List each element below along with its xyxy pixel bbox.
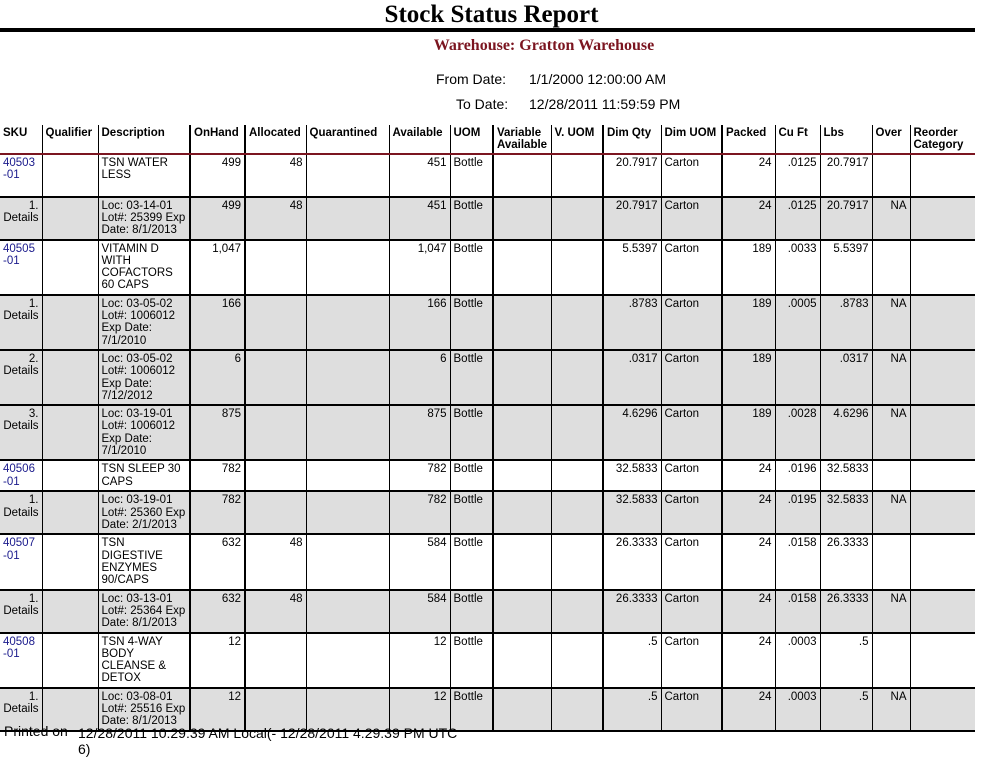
- cell-sku: 1. Details: [0, 295, 42, 350]
- col-header-reorder-category: Reorder Category: [910, 125, 975, 154]
- cell-qualifier: [42, 295, 98, 350]
- cell-lbs: .0317: [820, 350, 872, 405]
- cell-cu-ft: .0033: [775, 240, 820, 295]
- cell-available: 12: [389, 633, 450, 688]
- cell-lbs: 26.3333: [820, 534, 872, 589]
- cell-cu-ft: [775, 350, 820, 405]
- cell-cu-ft: .0005: [775, 295, 820, 350]
- col-header-dim-qty: Dim Qty: [603, 125, 661, 154]
- cell-quarantined: [306, 633, 389, 688]
- cell-v-uom: [551, 154, 603, 197]
- cell-description: TSN SLEEP 30 CAPS: [98, 460, 190, 491]
- table-body: [0, 154, 975, 731]
- cell-lbs: 32.5833: [820, 491, 872, 534]
- cell-description: TSN WATER LESS: [98, 154, 190, 197]
- cell-variable-available: [493, 491, 551, 534]
- cell-uom: Bottle: [450, 460, 493, 491]
- cell-uom: Bottle: [450, 534, 493, 589]
- cell-cu-ft: .0028: [775, 405, 820, 460]
- cell-onhand: 499: [190, 154, 245, 197]
- col-header-allocated: Allocated: [245, 125, 306, 154]
- stock-report-table-container: [0, 125, 975, 732]
- col-header-available: Available: [389, 125, 450, 154]
- table-header-row: [0, 125, 975, 154]
- cell-dim-uom: Carton: [661, 240, 722, 295]
- cell-allocated: [245, 460, 306, 491]
- cell-reorder-category: [910, 405, 975, 460]
- cell-dim-qty: 20.7917: [603, 154, 661, 197]
- cell-available: 166: [389, 295, 450, 350]
- cell-lbs: 32.5833: [820, 460, 872, 491]
- cell-dim-uom: Carton: [661, 633, 722, 688]
- cell-cu-ft: .0196: [775, 460, 820, 491]
- cell-variable-available: [493, 633, 551, 688]
- cell-reorder-category: [910, 154, 975, 197]
- title-rule: [0, 28, 975, 32]
- cell-available: 782: [389, 460, 450, 491]
- cell-quarantined: [306, 240, 389, 295]
- detail-row: [0, 491, 975, 534]
- cell-qualifier: [42, 590, 98, 633]
- cell-dim-qty: 32.5833: [603, 460, 661, 491]
- cell-cu-ft: .0125: [775, 154, 820, 197]
- cell-sku: 1. Details: [0, 688, 42, 731]
- cell-packed: 24: [722, 154, 775, 197]
- cell-dim-uom: Carton: [661, 460, 722, 491]
- cell-over: NA: [872, 688, 910, 731]
- cell-cu-ft: .0158: [775, 590, 820, 633]
- cell-qualifier: [42, 460, 98, 491]
- cell-sku: 1. Details: [0, 197, 42, 240]
- printed-on-value-continued: 6): [78, 741, 91, 757]
- cell-uom: Bottle: [450, 688, 493, 731]
- col-header-variable-available: Variable Available: [493, 125, 551, 154]
- cell-v-uom: [551, 295, 603, 350]
- cell-available: 782: [389, 491, 450, 534]
- cell-uom: Bottle: [450, 295, 493, 350]
- cell-dim-uom: Carton: [661, 534, 722, 589]
- cell-dim-uom: Carton: [661, 295, 722, 350]
- cell-available: 12: [389, 688, 450, 731]
- sku-link[interactable]: 40506-01: [3, 463, 35, 488]
- cell-variable-available: [493, 460, 551, 491]
- cell-sku: 2. Details: [0, 350, 42, 405]
- cell-description: Loc: 03-19-01 Lot#: 25360 Exp Date: 2/1/2013: [98, 491, 190, 534]
- stock-status-table: [0, 125, 975, 732]
- cell-onhand: 12: [190, 633, 245, 688]
- col-header-uom: UOM: [450, 125, 493, 154]
- cell-reorder-category: [910, 633, 975, 688]
- cell-allocated: [245, 350, 306, 405]
- cell-reorder-category: [910, 240, 975, 295]
- cell-description: Loc: 03-14-01 Lot#: 25399 Exp Date: 8/1/2013: [98, 197, 190, 240]
- cell-allocated: 48: [245, 590, 306, 633]
- cell-allocated: [245, 240, 306, 295]
- cell-variable-available: [493, 197, 551, 240]
- cell-uom: Bottle: [450, 240, 493, 295]
- col-header-sku: SKU: [0, 125, 42, 154]
- cell-over: NA: [872, 197, 910, 240]
- cell-onhand: 632: [190, 534, 245, 589]
- printed-on-value: 12/28/2011 10:29:39 AM Local(- 12/28/2011 4:29:39 PM UTC: [78, 725, 458, 741]
- cell-sku: 3. Details: [0, 405, 42, 460]
- cell-qualifier: [42, 240, 98, 295]
- cell-quarantined: [306, 154, 389, 197]
- cell-v-uom: [551, 590, 603, 633]
- cell-v-uom: [551, 240, 603, 295]
- cell-onhand: 1,047: [190, 240, 245, 295]
- cell-onhand: 6: [190, 350, 245, 405]
- cell-allocated: [245, 295, 306, 350]
- cell-qualifier: [42, 197, 98, 240]
- cell-uom: Bottle: [450, 197, 493, 240]
- cell-quarantined: [306, 405, 389, 460]
- col-header-over: Over: [872, 125, 910, 154]
- cell-uom: Bottle: [450, 350, 493, 405]
- cell-quarantined: [306, 295, 389, 350]
- cell-sku: 1. Details: [0, 491, 42, 534]
- cell-cu-ft: .0195: [775, 491, 820, 534]
- from-date-value: 1/1/2000 12:00:00 AM: [529, 71, 666, 87]
- cell-over: [872, 534, 910, 589]
- cell-packed: 24: [722, 491, 775, 534]
- cell-quarantined: [306, 197, 389, 240]
- cell-description: Loc: 03-13-01 Lot#: 25364 Exp Date: 8/1/2013: [98, 590, 190, 633]
- cell-allocated: 48: [245, 534, 306, 589]
- cell-variable-available: [493, 688, 551, 731]
- cell-reorder-category: [910, 534, 975, 589]
- cell-qualifier: [42, 154, 98, 197]
- cell-description: Loc: 03-19-01 Lot#: 1006012 Exp Date: 7/1/2010: [98, 405, 190, 460]
- cell-v-uom: [551, 460, 603, 491]
- cell-uom: Bottle: [450, 590, 493, 633]
- sku-row: [0, 534, 975, 589]
- cell-quarantined: [306, 590, 389, 633]
- cell-onhand: 782: [190, 491, 245, 534]
- cell-lbs: .8783: [820, 295, 872, 350]
- sku-link[interactable]: 40508-01: [3, 635, 35, 660]
- printed-on-label: Printed on: [4, 723, 68, 739]
- cell-allocated: [245, 491, 306, 534]
- detail-row: [0, 350, 975, 405]
- cell-variable-available: [493, 240, 551, 295]
- cell-packed: 24: [722, 460, 775, 491]
- cell-dim-qty: .5: [603, 633, 661, 688]
- cell-packed: 189: [722, 240, 775, 295]
- cell-variable-available: [493, 534, 551, 589]
- cell-v-uom: [551, 491, 603, 534]
- cell-dim-uom: Carton: [661, 154, 722, 197]
- cell-qualifier: [42, 633, 98, 688]
- cell-dim-qty: .0317: [603, 350, 661, 405]
- cell-onhand: 875: [190, 405, 245, 460]
- cell-over: NA: [872, 350, 910, 405]
- cell-dim-uom: Carton: [661, 405, 722, 460]
- cell-over: [872, 240, 910, 295]
- cell-dim-qty: .5: [603, 688, 661, 731]
- cell-available: 584: [389, 590, 450, 633]
- cell-available: 451: [389, 197, 450, 240]
- cell-qualifier: [42, 491, 98, 534]
- cell-cu-ft: .0003: [775, 633, 820, 688]
- detail-row: [0, 197, 975, 240]
- from-date-label: From Date:: [436, 71, 507, 87]
- cell-packed: 24: [722, 633, 775, 688]
- cell-lbs: 20.7917: [820, 154, 872, 197]
- sku-link[interactable]: 40505-01: [3, 242, 35, 267]
- cell-available: 584: [389, 534, 450, 589]
- cell-sku: [0, 154, 42, 197]
- cell-description: Loc: 03-05-02 Lot#: 1006012 Exp Date: 7/1/2010: [98, 295, 190, 350]
- cell-lbs: 5.5397: [820, 240, 872, 295]
- cell-quarantined: [306, 491, 389, 534]
- cell-dim-uom: Carton: [661, 350, 722, 405]
- cell-quarantined: [306, 350, 389, 405]
- report-title: Stock Status Report: [384, 1, 599, 28]
- cell-over: NA: [872, 491, 910, 534]
- cell-uom: Bottle: [450, 491, 493, 534]
- cell-v-uom: [551, 405, 603, 460]
- cell-cu-ft: .0158: [775, 534, 820, 589]
- cell-description: TSN DIGESTIVE ENZYMES 90/CAPS: [98, 534, 190, 589]
- cell-v-uom: [551, 534, 603, 589]
- cell-qualifier: [42, 405, 98, 460]
- cell-uom: Bottle: [450, 633, 493, 688]
- col-header-cu-ft: Cu Ft: [775, 125, 820, 154]
- sku-row: [0, 460, 975, 491]
- col-header-packed: Packed: [722, 125, 775, 154]
- cell-reorder-category: [910, 295, 975, 350]
- cell-reorder-category: [910, 688, 975, 731]
- cell-description: TSN 4-WAY BODY CLEANSE & DETOX: [98, 633, 190, 688]
- cell-v-uom: [551, 633, 603, 688]
- cell-dim-qty: .8783: [603, 295, 661, 350]
- cell-v-uom: [551, 197, 603, 240]
- cell-variable-available: [493, 590, 551, 633]
- cell-onhand: 499: [190, 197, 245, 240]
- cell-reorder-category: [910, 590, 975, 633]
- detail-row: [0, 405, 975, 460]
- cell-over: [872, 460, 910, 491]
- cell-dim-qty: 20.7917: [603, 197, 661, 240]
- cell-qualifier: [42, 350, 98, 405]
- cell-available: 875: [389, 405, 450, 460]
- cell-variable-available: [493, 295, 551, 350]
- cell-lbs: .5: [820, 633, 872, 688]
- col-header-quarantined: Quarantined: [306, 125, 389, 154]
- col-header-description: Description: [98, 125, 190, 154]
- cell-dim-qty: 4.6296: [603, 405, 661, 460]
- cell-over: NA: [872, 405, 910, 460]
- cell-quarantined: [306, 460, 389, 491]
- cell-onhand: 12: [190, 688, 245, 731]
- cell-lbs: 4.6296: [820, 405, 872, 460]
- col-header-lbs: Lbs: [820, 125, 872, 154]
- col-header-v-uom: V. UOM: [551, 125, 603, 154]
- cell-sku: 1. Details: [0, 590, 42, 633]
- cell-dim-uom: Carton: [661, 688, 722, 731]
- cell-dim-qty: 26.3333: [603, 534, 661, 589]
- sku-link[interactable]: 40503-01: [3, 156, 35, 181]
- cell-lbs: 20.7917: [820, 197, 872, 240]
- cell-over: [872, 154, 910, 197]
- cell-packed: 189: [722, 350, 775, 405]
- col-header-qualifier: Qualifier: [42, 125, 98, 154]
- cell-reorder-category: [910, 197, 975, 240]
- cell-packed: 24: [722, 534, 775, 589]
- cell-allocated: [245, 405, 306, 460]
- cell-reorder-category: [910, 350, 975, 405]
- cell-description: VITAMIN D WITH COFACTORS 60 CAPS: [98, 240, 190, 295]
- cell-lbs: 26.3333: [820, 590, 872, 633]
- cell-over: NA: [872, 295, 910, 350]
- cell-sku: [0, 534, 42, 589]
- sku-link[interactable]: 40507-01: [3, 537, 35, 562]
- cell-dim-uom: Carton: [661, 197, 722, 240]
- to-date-value: 12/28/2011 11:59:59 PM: [529, 96, 681, 112]
- sku-row: [0, 240, 975, 295]
- col-header-dim-uom: Dim UOM: [661, 125, 722, 154]
- cell-dim-uom: Carton: [661, 590, 722, 633]
- cell-description: Loc: 03-08-01 Lot#: 25516 Exp Date: 8/1/2013: [98, 688, 190, 731]
- cell-available: 451: [389, 154, 450, 197]
- cell-uom: Bottle: [450, 405, 493, 460]
- cell-v-uom: [551, 350, 603, 405]
- to-date-label: To Date:: [456, 96, 509, 112]
- cell-v-uom: [551, 688, 603, 731]
- cell-cu-ft: .0125: [775, 197, 820, 240]
- cell-allocated: 48: [245, 154, 306, 197]
- cell-packed: 189: [722, 405, 775, 460]
- cell-onhand: 166: [190, 295, 245, 350]
- cell-over: [872, 633, 910, 688]
- detail-row: [0, 295, 975, 350]
- cell-allocated: [245, 633, 306, 688]
- cell-onhand: 782: [190, 460, 245, 491]
- cell-packed: 24: [722, 688, 775, 731]
- cell-allocated: 48: [245, 197, 306, 240]
- cell-sku: [0, 460, 42, 491]
- cell-packed: 24: [722, 197, 775, 240]
- cell-sku: [0, 633, 42, 688]
- cell-quarantined: [306, 534, 389, 589]
- col-header-onhand: OnHand: [190, 125, 245, 154]
- cell-sku: [0, 240, 42, 295]
- sku-row: [0, 633, 975, 688]
- cell-packed: 24: [722, 590, 775, 633]
- cell-packed: 189: [722, 295, 775, 350]
- cell-dim-uom: Carton: [661, 491, 722, 534]
- cell-dim-qty: 32.5833: [603, 491, 661, 534]
- cell-dim-qty: 26.3333: [603, 590, 661, 633]
- cell-variable-available: [493, 405, 551, 460]
- sku-row: [0, 154, 975, 197]
- cell-over: NA: [872, 590, 910, 633]
- cell-variable-available: [493, 154, 551, 197]
- cell-available: 6: [389, 350, 450, 405]
- cell-available: 1,047: [389, 240, 450, 295]
- cell-cu-ft: .0003: [775, 688, 820, 731]
- cell-uom: Bottle: [450, 154, 493, 197]
- detail-row: [0, 590, 975, 633]
- warehouse-name: Warehouse: Gratton Warehouse: [433, 37, 655, 54]
- cell-reorder-category: [910, 460, 975, 491]
- cell-lbs: .5: [820, 688, 872, 731]
- cell-reorder-category: [910, 491, 975, 534]
- cell-variable-available: [493, 350, 551, 405]
- cell-onhand: 632: [190, 590, 245, 633]
- cell-dim-qty: 5.5397: [603, 240, 661, 295]
- cell-qualifier: [42, 534, 98, 589]
- cell-description: Loc: 03-05-02 Lot#: 1006012 Exp Date: 7/12/2012: [98, 350, 190, 405]
